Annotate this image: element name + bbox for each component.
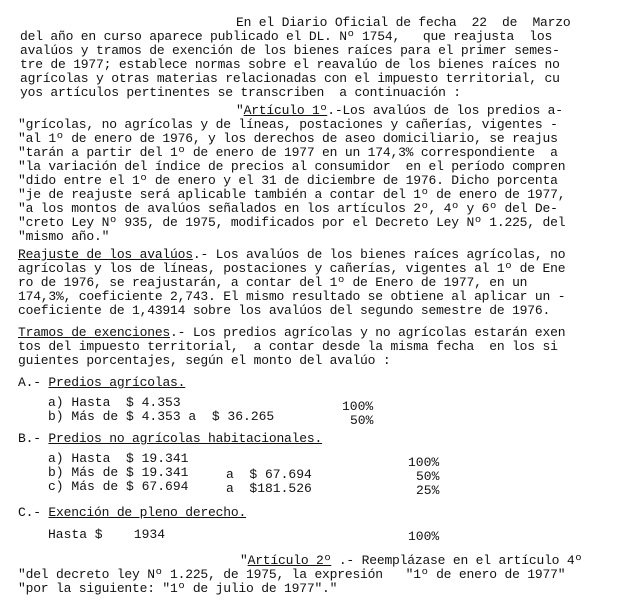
section-a-row-1-pct: 100% xyxy=(342,399,374,414)
tramos-first-tail: .- Los predios agrícolas y no agrícolas estarán exen xyxy=(170,325,566,340)
intro-line-3: avalúos y tramos de exención de los bienes raíces para el primer semes- xyxy=(20,43,560,58)
article-1-line: "la variación del índice de precios al consumidor en el período compren xyxy=(18,159,566,174)
section-c-title: Exención de pleno derecho. xyxy=(48,505,247,520)
article-2-line: "por la siguiente: "1º de julio de 1977"." xyxy=(18,581,338,596)
article-2-first-tail: .- Reemplázase en el artículo 4º xyxy=(331,553,583,568)
article-1-first-line: "Artículo 1º.-Los avalúos de los predios a- xyxy=(236,103,563,118)
section-a-row-2-pct: 50% xyxy=(350,413,374,428)
article-1-title: Artículo 1º xyxy=(243,103,328,118)
tramos-line: tos del impuesto territorial, a contar desde la misma fecha en los si xyxy=(18,339,558,354)
article-1-line: "mismo año." xyxy=(18,229,110,244)
intro-line-1: En el Diario Oficial de fecha 22 de Marzo xyxy=(236,15,571,30)
article-1-first-tail: .-Los avalúos de los predios a- xyxy=(327,103,563,118)
article-1-line: "dido entre el 1º de enero y el 31 de diciembre de 1976. Dicho porcenta xyxy=(18,173,558,188)
article-1-line: "tarán a partir del 1º de enero de 1977 en un 174,3% correspondiente a xyxy=(18,145,558,160)
article-1-line: "grícolas, no agrícolas y de líneas, postaciones y cañerías, vigentes - xyxy=(18,117,558,132)
section-b-heading xyxy=(18,432,322,446)
section-b-row-1-label: a) Hasta $ 19.341 xyxy=(48,451,189,466)
section-a-heading xyxy=(18,376,185,390)
intro-line-2: del año en curso aparece publicado el DL. Nº 1754, que reajusta los xyxy=(20,29,553,44)
section-a-title: Predios agrícolas. xyxy=(48,375,186,390)
section-b-row-3-pct: 25% xyxy=(416,483,440,498)
article-1-line: "creto Ley Nº 935, de 1975, modificados por el Decreto Ley Nº 1.225, del xyxy=(18,215,566,230)
section-c-heading xyxy=(18,506,246,520)
section-a-row-2-label: b) Más de $ 4.353 a $ 36.265 xyxy=(48,409,275,424)
reajuste-first-line xyxy=(18,248,565,262)
section-b-letter: B.- xyxy=(18,431,41,446)
article-2-line: "del decreto ley Nº 1.225, de 1975, la expresión "1º de enero de 1977" xyxy=(18,567,566,582)
article-1-line: "je de reajuste será aplicable también a contar del 1º de enero de 1977, xyxy=(18,187,566,202)
intro-line-4: tre de 1977; establece normas sobre el reavalúo de los bienes raíces no xyxy=(20,57,560,72)
article-2-first-line: "Artículo 2º .- Reemplázase en el artículo 4º xyxy=(240,553,583,568)
section-b-row-2-label: b) Más de $ 19.341 xyxy=(48,465,189,480)
section-b-row-3-label: c) Más de $ 67.694 xyxy=(48,479,189,494)
tramos-line: guientes porcentajes, según el monto del avalúo : xyxy=(18,353,391,368)
intro-line-5: agrícolas y otras materias relacionadas con el impuesto territorial, cu xyxy=(20,71,560,86)
article-1-line: "a los montos de avalúos señalados en los artículos 2º, 4º y 6º del De- xyxy=(18,201,558,216)
article-1-line: "al 1º de enero de 1976, y los derechos de aseo domiciliario, se reajus xyxy=(18,131,558,146)
section-b-row-2-range: a $ 67.694 xyxy=(226,467,312,482)
reajuste-line: 174,3%, coeficiente 2,743. El mismo resultado se obtiene al aplicar un - xyxy=(18,289,566,304)
section-c-letter: C.- xyxy=(18,505,41,520)
section-b-row-3-range: a $181.526 xyxy=(226,481,312,496)
reajuste-line: coeficiente de 1,43914 sobre los avalúos del segundo semestre de 1976. xyxy=(18,303,551,318)
article-2-title: Artículo 2º xyxy=(247,553,332,568)
section-b-title: Predios no agrícolas habitacionales. xyxy=(48,431,323,446)
section-b-row-1-pct: 100% xyxy=(408,455,440,470)
reajuste-line: agrícolas y los de líneas, postaciones y cañerías, vigentes al 1º de Ene xyxy=(18,261,566,276)
intro-line-6: yos artículos pertinentes se transcriben a continuación : xyxy=(20,85,461,100)
reajuste-line: ro de 1976, se reajustarán, a contar del 1º de Enero de 1977, en un xyxy=(18,275,528,290)
section-c-label: Hasta $ 1934 xyxy=(48,527,166,542)
reajuste-title: Reajuste de los avalúos xyxy=(18,247,193,262)
tramos-title: Tramos de exenciones xyxy=(18,325,171,340)
section-b-row-2-pct: 50% xyxy=(416,469,440,484)
section-c-pct: 100% xyxy=(408,529,440,544)
section-a-letter: A.- xyxy=(18,375,41,390)
reajuste-first-tail: .- Los avalúos de los bienes raíces agrícolas, no xyxy=(192,247,566,262)
tramos-first-line xyxy=(18,326,565,340)
section-a-row-1-label: a) Hasta $ 4.353 xyxy=(48,395,181,410)
